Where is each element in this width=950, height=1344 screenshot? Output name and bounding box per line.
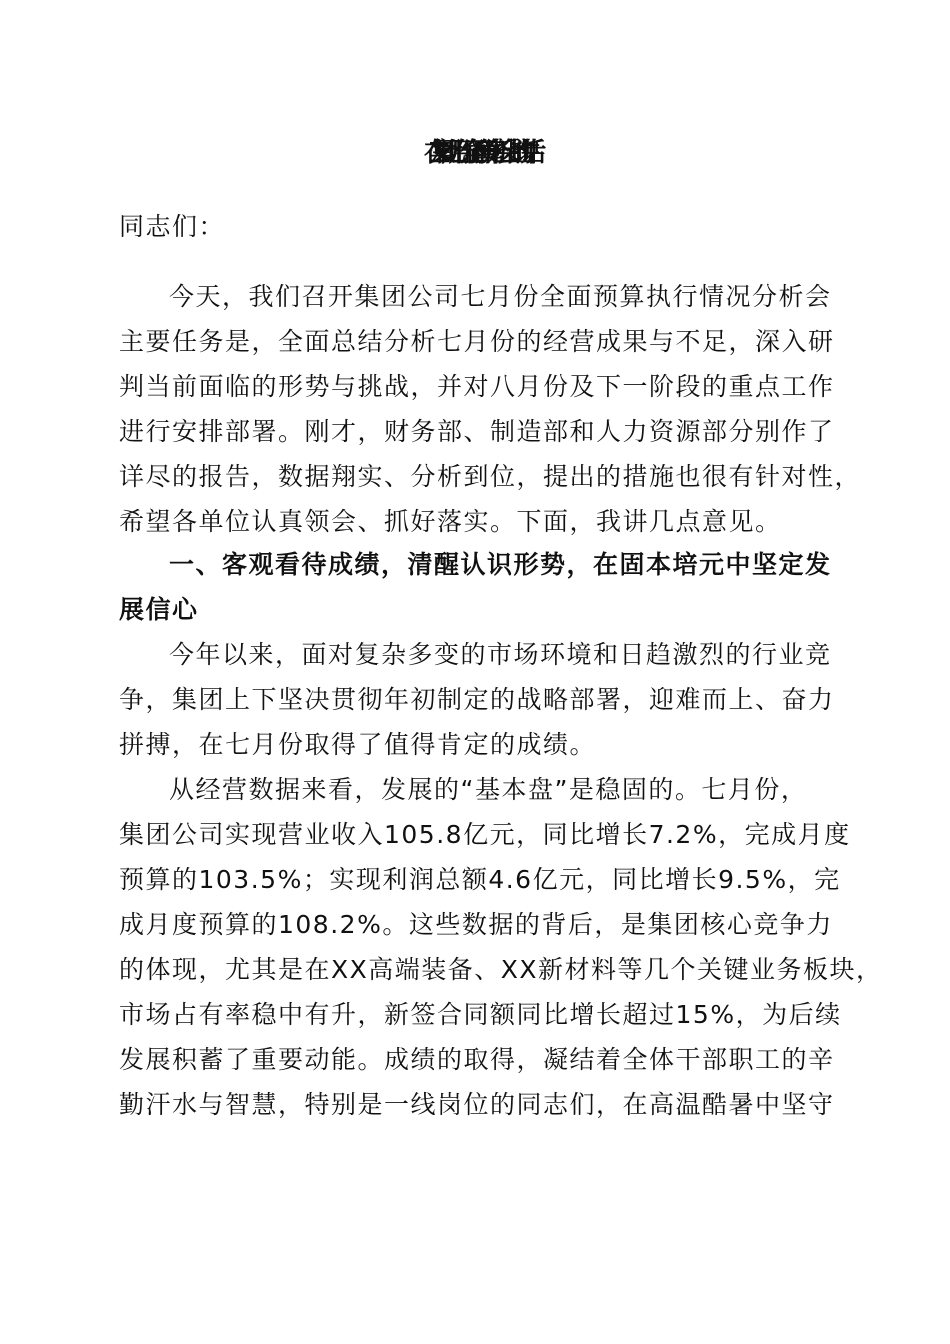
- paragraph-line: 争，集团上下坚决贯彻年初制定的战略部署，迎难而上、奋力: [119, 685, 835, 714]
- paragraph-line: 进行安排部署。刚才，财务部、制造部和人力资源部分别作了: [119, 417, 835, 446]
- paragraph-line: 判当前面临的形势与挑战，并对八月份及下一阶段的重点工作: [119, 372, 835, 401]
- section-heading-line: 展信心: [119, 595, 199, 624]
- salutation: 同志们：: [119, 212, 226, 241]
- paragraph-line: 今年以来，面对复杂多变的市场环境和日趋激烈的行业竞: [169, 640, 832, 669]
- paragraph-line: 市场占有率稳中有升，新签合同额同比增长超过15%，为后续: [119, 1000, 842, 1029]
- paragraph-line: 希望各单位认真领会、抓好落实。下面，我讲几点意见。: [119, 507, 782, 536]
- paragraph-line: 详尽的报告，数据翔实、分析到位，提出的措施也很有针对性，: [119, 462, 862, 491]
- paragraph-line: 发展积蓄了重要动能。成绩的取得，凝结着全体干部职工的辛: [119, 1045, 835, 1074]
- paragraph-line: 集团公司实现营业收入105.8亿元，同比增长7.2%，完成月度: [119, 820, 851, 849]
- paragraph-line: 拼搏，在七月份取得了值得肯定的成绩。: [119, 730, 597, 759]
- paragraph-line: 的体现，尤其是在XX高端装备、XX新材料等几个关键业务板块，: [119, 955, 883, 984]
- paragraph-line: 今天，我们召开集团公司七月份全面预算执行情况分析会: [169, 282, 832, 311]
- paragraph-line: 勤汗水与智慧，特别是一线岗位的同志们，在高温酷暑中坚守: [119, 1090, 835, 1119]
- paragraph-line: 从经营数据来看，发展的“基本盘”是稳固的。七月份，: [169, 775, 808, 804]
- section-heading-line: 一、客观看待成绩，清醒认识形势，在固本培元中坚定发: [169, 550, 832, 579]
- paragraph-line: 主要任务是，全面总结分析七月份的经营成果与不足，深入研: [119, 327, 835, 356]
- paragraph-line: 预算的103.5%；实现利润总额4.6亿元，同比增长9.5%，完: [119, 865, 841, 894]
- paragraph-line: 成月度预算的108.2%。这些数据的背后，是集团核心竞争力: [119, 910, 833, 939]
- document-title: 在XX集团七月份全面预算分析会上的讲话: [423, 138, 527, 168]
